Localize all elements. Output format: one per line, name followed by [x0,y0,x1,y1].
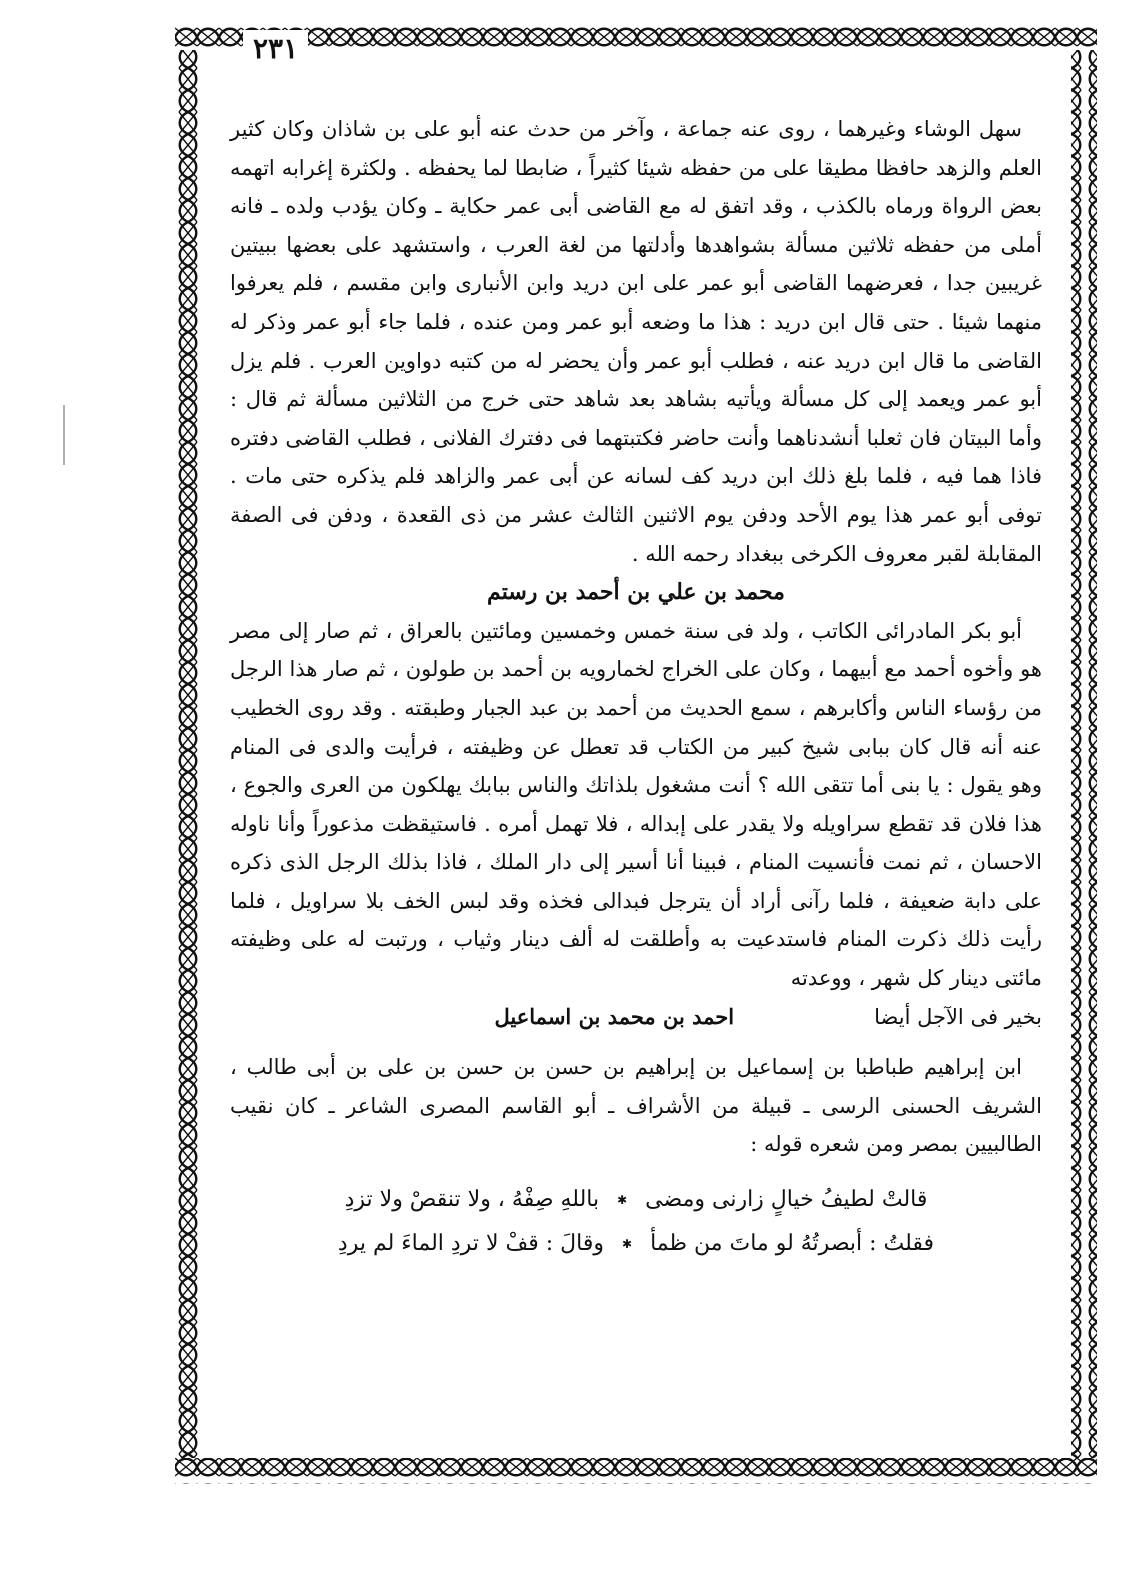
paragraph-abu-umar: سهل الوشاء وغيرهما ، روى عنه جماعة ، وآخر من حدث عنه أبو على بن شاذان وكان كثير العلم والزهد حافظا مطيقا على من حفظه شيئا كثيراً ، ضابطا لما يحفظه . ولكثرة إغرابه اتهمه بعض الرواة ورماه بالكذب ، وقد اتفق له مع القاضى أبى عمر حكاية ـ وكان يؤدب ولده ـ فانه أملى من حفظه ثلاثين مسألة بشواهدها وأدلتها من لغة العرب ، واستشهد على بعضها ببيتين غريبين جدا ، فعرضهما القاضى أبو عمر على ابن دريد وابن الأنبارى وابن مقسم ، فلم يعرفوا منهما شيئا . حتى قال ابن دريد : هذا ما وضعه أبو عمر ومن عنده ، فلما جاء أبو عمر وذكر له القاضى ما قال ابن دريد عنه ، فطلب أبو عمر وأن يحضر له من كتبه دواوين العرب . فلم يزل أبو عمر ويعمد إلى كل مسألة ويأتيه بشاهد بعد شاهد حتى خرج من الثلاثين مسألة ثم قال : وأما البيتان فان ثعلبا أنشدناهما وأنت حاضر فكتبتهما فى دفترك الفلانى ، فطلب القاضى دفتره فاذا هما فيه ، فلما بلغ ذلك ابن دريد كف لسانه عن أبى عمر والزاهد فلم يذكره حتى مات . توفى أبو عمر هذا يوم الأحد ودفن يوم الاثنين الثالث عشر من ذى القعدة ، ودفن فى الصفة المقابلة لقبر معروف الكرخى ببغداد رحمه الله . [230,117,1042,566]
page-number: ٢٣١ [243,30,308,68]
spacer [230,1036,1042,1048]
paragraph-al-madharai: أبو بكر المادرائى الكاتب ، ولد فى سنة خمس وخمسين ومائتين بالعراق ، ثم صار إلى مصر هو وأخوه أحمد مع أبيهما ، وكان على الخراج لخمارويه بن أحمد بن طولون ، ثم صار هذا الرجل من رؤساء الناس وأكابرهم ، سمع الحديث من أحمد بن عبد الجبار وطبقته . وقد روى الخطيب عنه أنه قال كان ببابى شيخ كبير من الكتاب قد تعطل عن وظيفته ، فرأيت والدى فى المنام وهو يقول : يا بنى أما تتقى الله ؟ أنت مشغول بلذاتك والناس ببابك يهلكون من العرى والجوع ، هذا فلان قد تقطع سراويله ولا يقدر على إبداله ، فلا تهمل أمره . فاستيقظت مذعوراً وأنا ناوله الاحسان ، ثم نمت فأنسيت المنام ، فبينا أنا أسير إلى دار الملك ، فاذا بذلك الرجل الذى ذكره على دابة ضعيفة ، فلما رآنى أراد أن يترجل فبدالى فخذه وقد لبس الخف بلا سراويل ، فلما رأيت ذلك ذكرت المنام فاستدعيت به وأطلقت له ألف دينار وثياب ، ورتبت له على وظيفته مائتى دينار كل شهر ، ووعدته [230,618,1042,991]
entry-heading-tabataba: احمد بن محمد بن اسماعيل [494,1003,735,1029]
entry-transition-row [230,998,1042,1037]
poem-verse-1 [230,1178,1042,1222]
verse-1-second-hemistich: باللهِ صِفْهُ ، ولا تنقصْ ولا تزدِ [344,1187,600,1213]
scan-mark [63,405,65,465]
poem-verse-2 [230,1222,1042,1266]
paragraph-tabataba: ابن إبراهيم طباطبا بن إسماعيل بن إبراهيم بن حسن بن حسن بن على بن أبى طالب ، الشريف الحسنى الرسى ـ قبيلة من الأشراف ـ أبو القاسم المصرى الشاعر ـ كان نقيب الطالبيين بمصر ومن شعره قوله : [230,1055,1042,1157]
verse-1-first-hemistich: قالتْ لطيفُ خيالٍ زارنى ومضى [645,1187,928,1213]
verse-separator-star-icon: ✱ [617,1193,628,1208]
entry-heading-al-madharai: محمد بن علي بن أحمد بن رستم [487,579,785,606]
verse-separator-star-icon: ✱ [622,1237,633,1252]
paragraph-al-madharai-tail: بخير فى الآجل أيضا [874,1004,1042,1029]
page-content [230,110,1042,1390]
verse-2-first-hemistich: فقلتُ : أبصرتُهُ لو ماتَ من ظمأ [650,1231,935,1257]
poem [230,1178,1042,1266]
verse-2-second-hemistich: وقالَ : قفْ لا تردِ الماءَ لم يردِ [337,1231,604,1257]
